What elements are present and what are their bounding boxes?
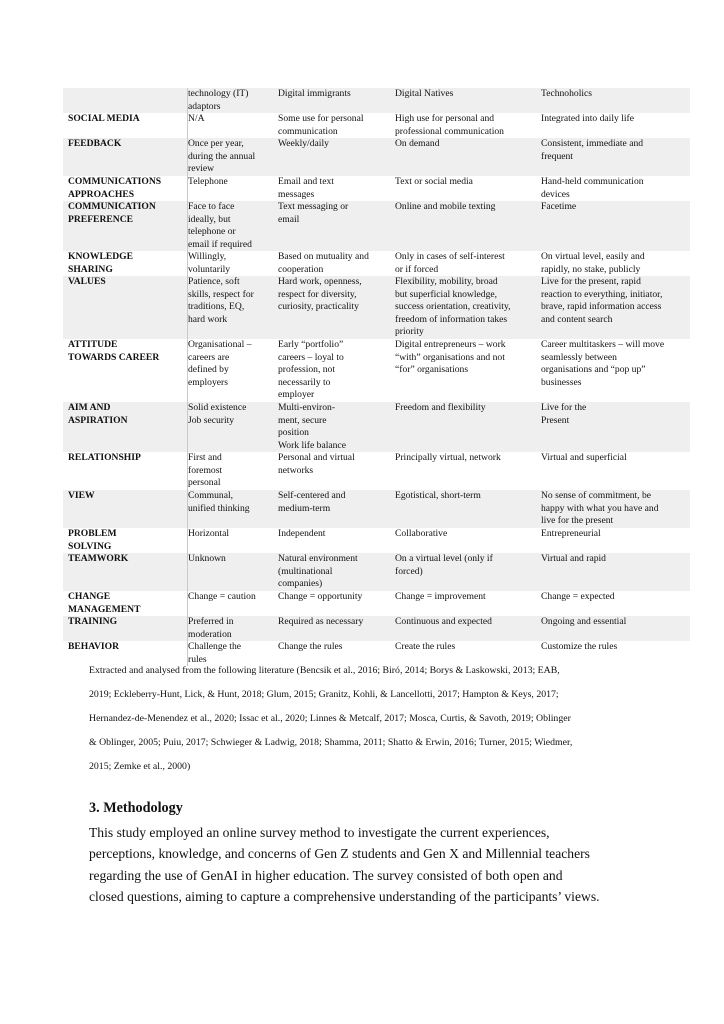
caption-line: 2015; Zemke et al., 2000): [89, 761, 191, 772]
table-row: [63, 113, 690, 138]
section-body: [89, 822, 689, 907]
table-cell: Integrated into daily life: [541, 113, 634, 124]
table-cell: Required as necessary: [278, 616, 364, 627]
table-cell: Weekly/daily: [278, 138, 329, 149]
table-cell: Multi-environ- ment, secure position Work life balance: [278, 402, 346, 451]
table-cell: technology (IT) adaptors: [187, 88, 276, 113]
table-row: [63, 276, 690, 339]
table-cell: Change = improvement: [395, 591, 486, 602]
table-cell: Only in cases of self-interest or if forced: [395, 251, 505, 275]
row-label: BEHAVIOR: [68, 641, 120, 652]
row-label: SOCIAL MEDIA: [68, 113, 140, 124]
table-cell: Online and mobile texting: [395, 201, 496, 212]
body-line: This study employed an online survey method to investigate the current experiences,: [89, 825, 550, 840]
table-cell: Entrepreneurial: [541, 528, 601, 539]
table-cell: Change = caution: [187, 591, 276, 616]
table-cell: Hard work, openness, respect for diversity, curiosity, practicality: [278, 276, 362, 312]
table-row: [63, 553, 690, 591]
table-cell: Preferred in moderation: [187, 616, 276, 641]
table-cell: Horizontal: [187, 528, 276, 553]
table-cell: Unknown: [187, 553, 276, 591]
table-cell: Career multitaskers – will move seamlessly between organisations and “pop up” businesses: [541, 339, 665, 388]
row-label: RELATIONSHIP: [68, 452, 141, 463]
table-cell: Virtual and rapid: [541, 553, 606, 564]
generations-comparison-table: [63, 88, 690, 666]
table-cell: Organisational – careers are defined by employers: [187, 339, 276, 402]
row-label: COMMUNICATIONS APPROACHES: [68, 176, 162, 200]
table-cell: Egotistical, short-term: [395, 490, 481, 501]
table-cell: Collaborative: [395, 528, 448, 539]
table-row: [63, 402, 690, 452]
row-label: TRAINING: [68, 616, 118, 627]
table-cell: Change = opportunity: [278, 591, 363, 602]
row-label: COMMUNICATION PREFERENCE: [68, 201, 156, 225]
row-label: FEEDBACK: [68, 138, 122, 149]
table-cell: Change the rules: [278, 641, 343, 652]
table-cell: Digital entrepreneurs – work “with” organisations and not “for” organisations: [395, 339, 506, 375]
table-cell: Once per year, during the annual review: [187, 138, 276, 176]
table-cell: Early “portfolio” careers – loyal to profession, not necessarily to employer: [278, 339, 344, 400]
table-cell: Flexibility, mobility, broad but superficial knowledge, success orientation, creativity, freedom of information takes priority: [395, 276, 511, 337]
table-cell: On demand: [395, 138, 440, 149]
table-cell: Digital Natives: [395, 88, 454, 99]
table-cell: Communal, unified thinking: [187, 490, 276, 528]
table-cell: On a virtual level (only if forced): [395, 553, 493, 577]
table-cell: Based on mutuality and cooperation: [278, 251, 369, 275]
table-cell: Willingly, voluntarily: [187, 251, 276, 276]
body-line: closed questions, aiming to capture a comprehensive understanding of the participants’ views.: [89, 888, 600, 904]
table-cell: First and foremost personal: [187, 452, 276, 490]
row-label: ATTITUDE TOWARDS CAREER: [68, 339, 160, 363]
table-cell: Customize the rules: [541, 641, 618, 652]
table-row: [63, 528, 690, 553]
table-row: [63, 201, 690, 251]
table-row: [63, 616, 690, 641]
table-cell: Principally virtual, network: [395, 452, 501, 463]
row-label: PROBLEM SOLVING: [68, 528, 117, 552]
row-label: KNOWLEDGE SHARING: [68, 251, 134, 275]
table-cell: Live for the Present: [541, 402, 587, 426]
table-cell: N/A: [187, 113, 276, 138]
table-row: [63, 452, 690, 490]
caption-line: & Oblinger, 2005; Puiu, 2017; Schwieger & Ladwig, 2018; Shamma, 2011; Shatto & Erwin, 2016; Turner, 2015; Wiedmer,: [89, 737, 573, 748]
table-cell: Live for the present, rapid reaction to everything, initiator, brave, rapid information access and content search: [541, 276, 663, 325]
row-label: TEAMWORK: [68, 553, 129, 564]
table-cell: Self-centered and medium-term: [278, 490, 346, 514]
row-label: CHANGE MANAGEMENT: [68, 591, 141, 615]
table-cell: Continuous and expected: [395, 616, 492, 627]
table-row: [63, 490, 690, 528]
table-cell: Digital immigrants: [278, 88, 351, 99]
table-cell: Natural environment (multinational companies): [278, 553, 358, 589]
table-cell: Create the rules: [395, 641, 456, 652]
table-row: [63, 88, 690, 113]
table-cell: Text messaging or email: [278, 201, 349, 225]
table-cell: Ongoing and essential: [541, 616, 627, 627]
body-line: regarding the use of GenAI in higher education. The survey consisted of both open and: [89, 867, 563, 883]
row-label: VIEW: [68, 490, 95, 501]
row-label: AIM AND ASPIRATION: [68, 402, 128, 426]
table-cell: Personal and virtual networks: [278, 452, 355, 476]
table-cell: Email and text messages: [278, 176, 334, 200]
table-cell: Challenge the rules: [187, 641, 276, 666]
table-cell: Facetime: [541, 201, 577, 212]
table-row: [63, 591, 690, 616]
table-cell: Independent: [278, 528, 326, 539]
table-cell: Face to face ideally, but telephone or email if required: [187, 201, 276, 251]
table-cell: On virtual level, easily and rapidly, no stake, publicly: [541, 251, 645, 275]
section-heading: 3. Methodology: [89, 800, 183, 816]
table-row: [63, 176, 690, 201]
table-cell: Consistent, immediate and frequent: [541, 138, 644, 162]
table-cell: Technoholics: [541, 88, 593, 99]
table-cell: Hand-held communication devices: [541, 176, 644, 200]
caption-line: Extracted and analysed from the following literature (Bencsik et al., 2016; Biró, 2014; Borys & Laskowski, 2013; EAB,: [89, 665, 560, 676]
table-source-note: [89, 659, 669, 779]
table-cell: Telephone: [187, 176, 276, 201]
table-cell: High use for personal and professional communication: [395, 113, 504, 137]
table-cell: Freedom and flexibility: [395, 402, 486, 413]
table-cell: Patience, soft skills, respect for traditions, EQ, hard work: [187, 276, 276, 339]
row-label: VALUES: [68, 276, 106, 287]
table-row: [63, 339, 690, 402]
table-cell: Solid existence Job security: [187, 402, 276, 452]
body-line: perceptions, knowledge, and concerns of Gen Z students and Gen X and Millennial teachers: [89, 846, 590, 862]
table-cell: Some use for personal communication: [278, 113, 364, 137]
table-cell: Change = expected: [541, 591, 615, 602]
table-cell: Text or social media: [395, 176, 473, 187]
table-row: [63, 251, 690, 276]
caption-line: 2019; Eckleberry-Hunt, Lick, & Hunt, 2018; Glum, 2015; Granitz, Kohli, & Lancellotti, 2017; Hampton & Keys, 2017;: [89, 689, 559, 700]
caption-line: Hernandez-de-Menendez et al., 2020; Issac et al., 2020; Linnes & Metcalf, 2017; Mosca, Curtis, & Savoth, 2019; Oblinger: [89, 713, 571, 724]
table-row: [63, 138, 690, 176]
table-cell: Virtual and superficial: [541, 452, 627, 463]
table-cell: No sense of commitment, be happy with what you have and live for the present: [541, 490, 659, 526]
